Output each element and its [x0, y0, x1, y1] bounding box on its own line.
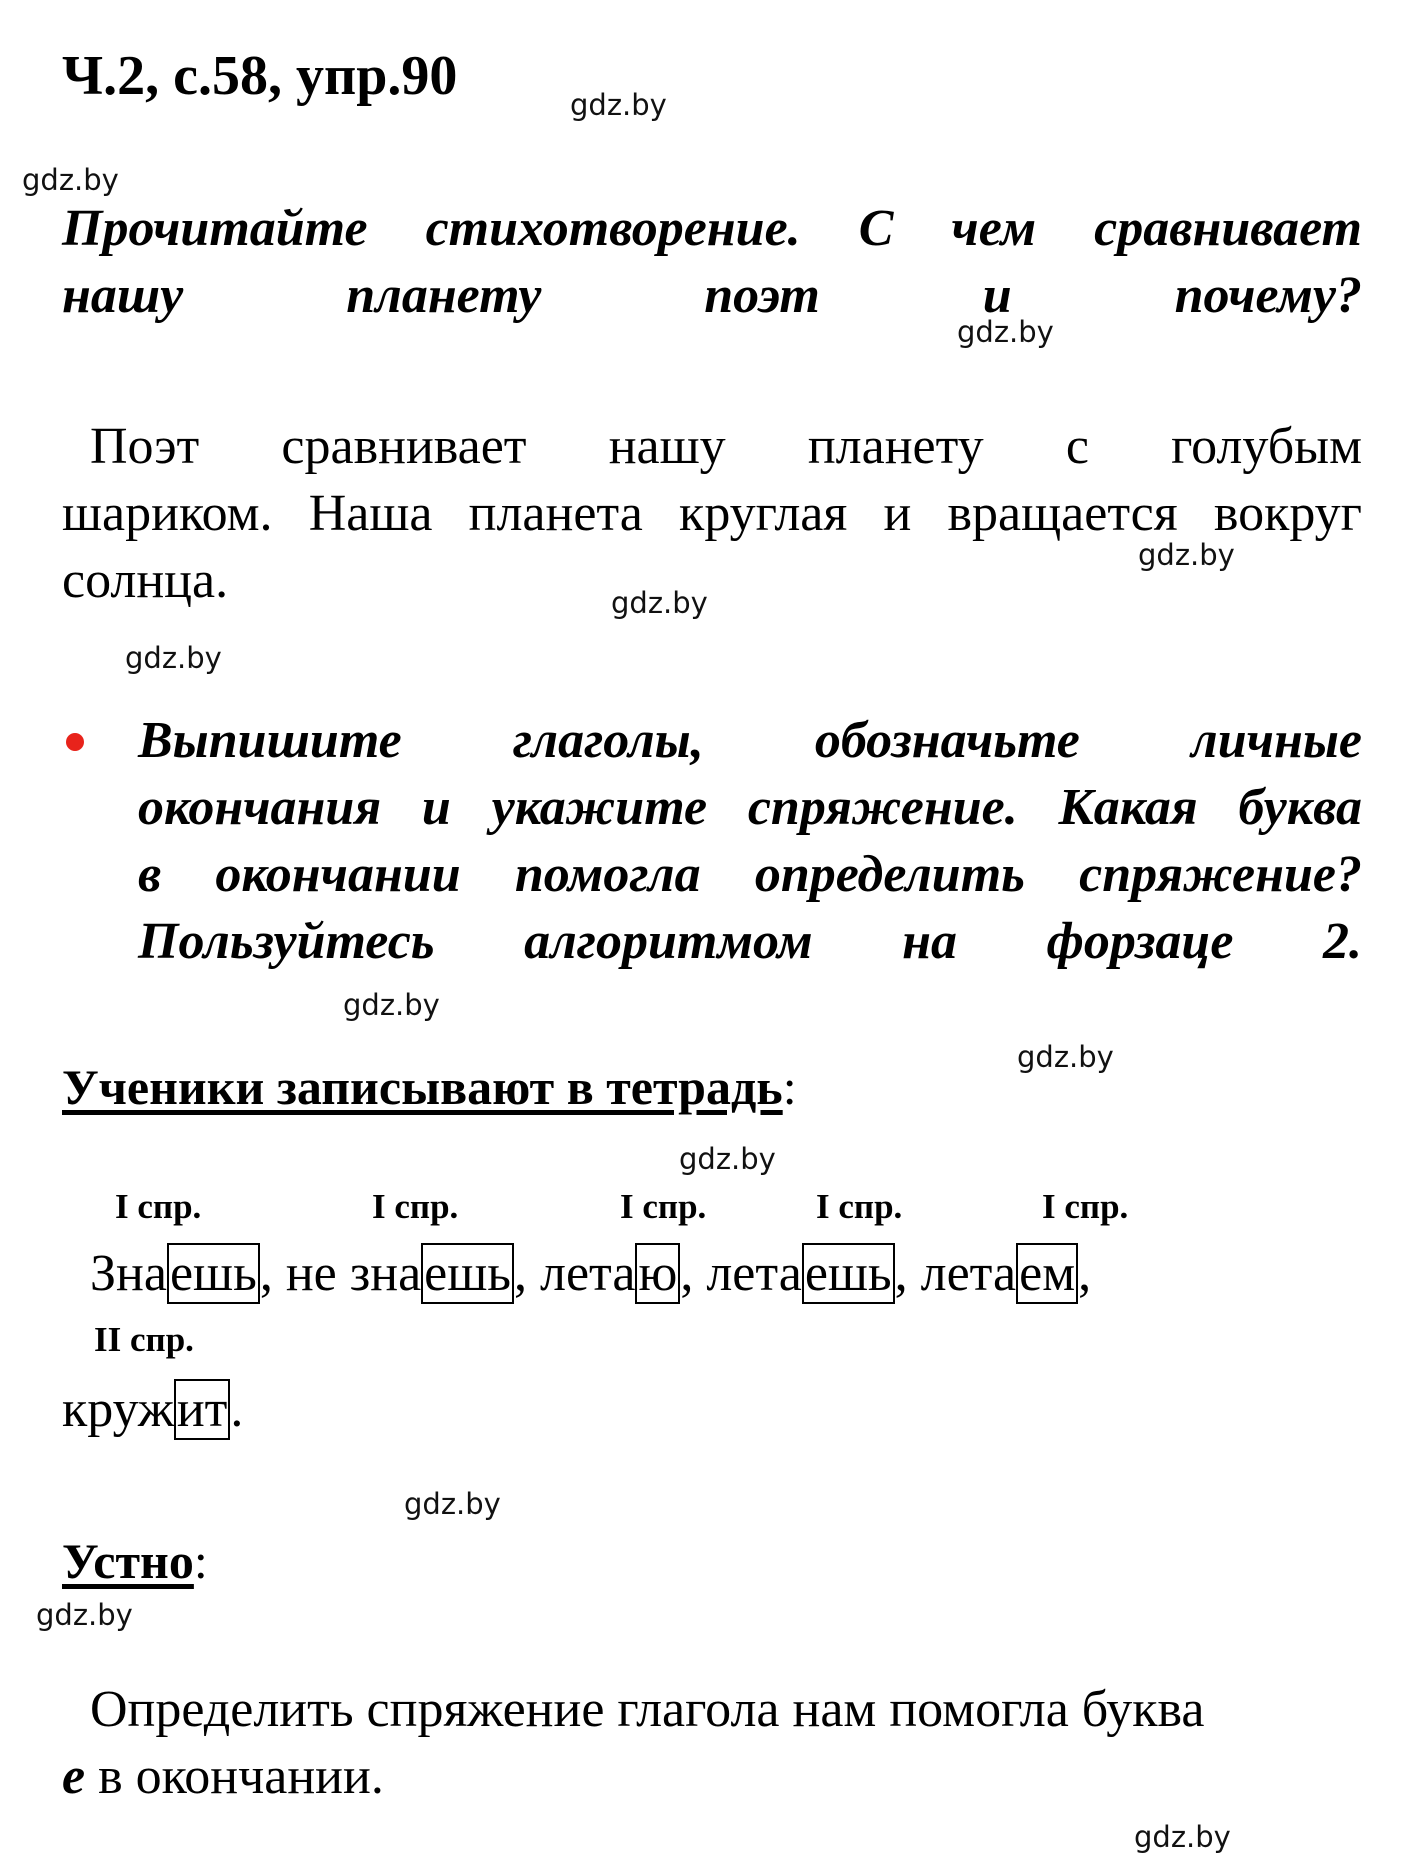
- verb-stem: не зна: [285, 1245, 422, 1302]
- oral-heading-colon: :: [193, 1533, 208, 1589]
- oral-answer-line: Определить спряжение глагола нам помогла буква: [90, 1681, 1205, 1738]
- watermark: gdz.by: [343, 988, 440, 1022]
- notebook-heading-text: Ученики записывают в тетрадь: [62, 1059, 783, 1115]
- verb: [62, 1379, 243, 1440]
- oral-heading-text: Устно: [62, 1533, 194, 1589]
- watermark: gdz.by: [1134, 1820, 1231, 1854]
- verb-ending-box: ешь: [421, 1243, 514, 1304]
- conjugation-label: II спр.: [94, 1320, 194, 1359]
- verb: [540, 1243, 706, 1304]
- conjugation-label: I спр.: [1042, 1187, 1129, 1226]
- answer-1-line: шариком. Наша планета круглая и вращается вокруг: [62, 485, 1362, 542]
- conjugation-label: I спр.: [372, 1187, 459, 1226]
- watermark: gdz.by: [679, 1142, 776, 1176]
- task-2-line: Пользуйтесь алгоритмом на форзаце 2.: [138, 913, 1362, 970]
- task-2-line: в окончании помогла определить спряжение?: [138, 846, 1362, 903]
- verb-ending-box: ем: [1016, 1243, 1078, 1304]
- verb: [706, 1243, 920, 1304]
- red-bullet-icon: [66, 733, 84, 751]
- verb-stem: Зна: [90, 1245, 167, 1302]
- verb-separator: ,: [514, 1245, 541, 1302]
- highlighted-letter: е: [62, 1748, 86, 1805]
- task-2-line: Выпишите глаголы, обозначьте личные: [138, 712, 1362, 769]
- conjugation-label: I спр.: [816, 1187, 903, 1226]
- verb-separator: ,: [680, 1245, 707, 1302]
- watermark: gdz.by: [22, 163, 119, 197]
- watermark: gdz.by: [1017, 1040, 1114, 1074]
- task-1-line: Прочитайте стихотворение. С чем сравнивает: [62, 200, 1362, 257]
- watermark: gdz.by: [404, 1487, 501, 1521]
- conjugation-label: I спр.: [620, 1187, 707, 1226]
- watermark: gdz.by: [1138, 538, 1235, 572]
- oral-answer-line: [62, 1743, 1362, 1810]
- verb-separator: ,: [1078, 1245, 1092, 1302]
- task-2-line: окончания и укажите спряжение. Какая буква: [138, 779, 1362, 836]
- answer-1-line: солнца.: [62, 552, 229, 609]
- verb-stem: лета: [540, 1245, 636, 1302]
- verb: [921, 1243, 1091, 1304]
- task-2-text: [138, 707, 1362, 975]
- conjugation-label: I спр.: [115, 1187, 202, 1226]
- watermark: gdz.by: [36, 1598, 133, 1632]
- verb-ending-box: ешь: [167, 1243, 260, 1304]
- verb-stem: лета: [706, 1245, 802, 1302]
- watermark: gdz.by: [570, 88, 667, 122]
- verbs-line-2: [62, 1380, 243, 1439]
- answer-1-line: Поэт сравнивает нашу планету с голубым: [90, 418, 1362, 475]
- verb-separator: ,: [894, 1245, 921, 1302]
- verb-ending-box: ешь: [802, 1243, 895, 1304]
- verb-stem: лета: [920, 1245, 1017, 1302]
- verb-stem: круж: [62, 1381, 174, 1438]
- task-1-text: [62, 195, 1362, 329]
- watermark: gdz.by: [125, 641, 222, 675]
- task-1-line: нашу планету поэт и почему?: [62, 267, 1362, 324]
- oral-answer: [62, 1676, 1362, 1810]
- answer-1-text: [62, 413, 1362, 614]
- oral-answer-rest: в окончании.: [85, 1748, 384, 1805]
- watermark: gdz.by: [957, 315, 1054, 349]
- notebook-heading: [62, 1058, 797, 1116]
- verb-separator: ,: [259, 1245, 286, 1302]
- verb: [90, 1243, 286, 1304]
- oral-heading: [62, 1532, 208, 1590]
- verb: [286, 1243, 540, 1304]
- verb-separator: .: [230, 1381, 244, 1438]
- verbs-line-1: [90, 1244, 1091, 1303]
- verb-ending-box: ит: [174, 1379, 231, 1440]
- page-title: Ч.2, с.58, упр.90: [62, 45, 458, 107]
- watermark: gdz.by: [611, 586, 708, 620]
- verb-ending-box: ю: [635, 1243, 680, 1304]
- notebook-heading-colon: :: [782, 1059, 797, 1115]
